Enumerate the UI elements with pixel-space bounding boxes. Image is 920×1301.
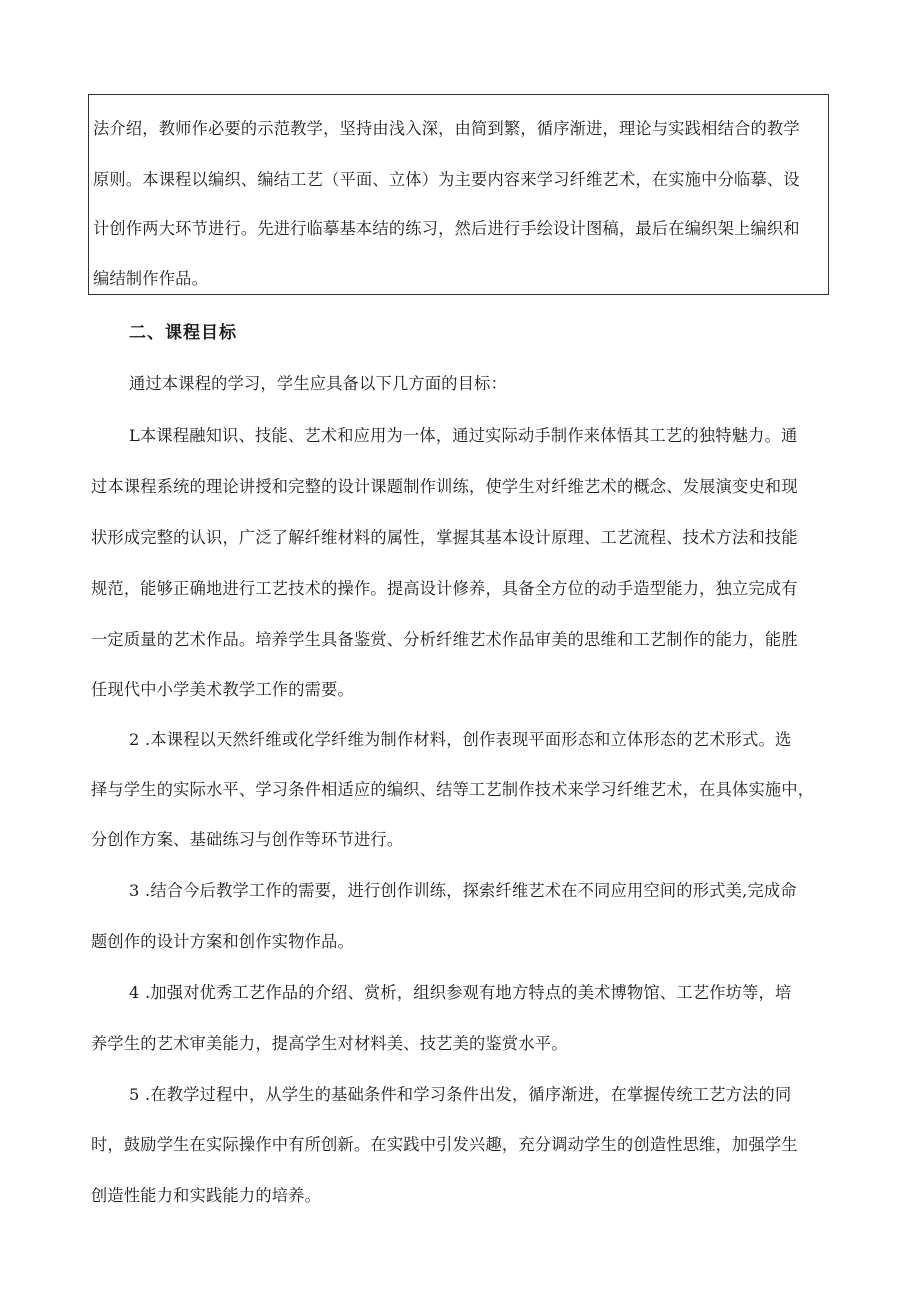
box-text-line: 计创作两大环节进行。先进行临摹基本结的练习，然后进行手绘设计图稿，最后在编织架上编织和 — [93, 219, 800, 238]
body-text-line: 一定质量的艺术作品。培养学生具备鉴赏、分析纤维艺术作品审美的思维和工艺制作的能力，能胜 — [91, 630, 798, 649]
body-text-line: 5 .在教学过程中，从学生的基础条件和学习条件出发，循序渐进，在掌握传统工艺方法的同 — [129, 1085, 792, 1104]
body-text-line: 时，鼓励学生在实际操作中有所创新。在实践中引发兴趣，充分调动学生的创造性思维，加强学生 — [91, 1135, 798, 1154]
box-text-line: 法介绍，教师作必要的示范教学，坚持由浅入深，由简到繁，循序渐进，理论与实践相结合的教学 — [93, 119, 800, 138]
body-text-line: 创造性能力和实践能力的培养。 — [91, 1186, 322, 1205]
body-text-line: 状形成完整的认识，广泛了解纤维材料的属性，掌握其基本设计原理、工艺流程、技术方法和技能 — [91, 528, 798, 547]
body-text-line: 任现代中小学美术教学工作的需要。 — [91, 680, 354, 699]
body-text-line: 2 .本课程以天然纤维或化学纤维为制作材料，创作表现平面形态和立体形态的艺术形式。选 — [129, 730, 792, 749]
body-text-line: 4 .加强对优秀工艺作品的介绍、赏析，组织参观有地方特点的美术博物馆、工艺作坊等，培 — [129, 983, 792, 1002]
box-text-line: 原则。本课程以编织、编结工艺（平面、立体）为主要内容来学习纤维艺术，在实施中分临摹、设 — [93, 170, 800, 189]
body-text-line: 养学生的艺术审美能力，提高学生对材料美、技艺美的鉴赏水平。 — [91, 1034, 568, 1053]
bordered-paragraph-box — [88, 94, 829, 295]
body-text-line: 3 .结合今后教学工作的需要，进行创作训练，探索纤维艺术在不同应用空间的形式美,完成命 — [129, 881, 797, 900]
body-text-line: 过本课程系统的理论讲授和完整的设计课题制作训练，使学生对纤维艺术的概念、发展演变史和现 — [91, 477, 798, 496]
body-text-line: 择与学生的实际水平、学习条件相适应的编织、结等工艺制作技术来学习纤维艺术，在具体实施中， — [91, 780, 815, 799]
body-text-line: L本课程融知识、技能、艺术和应用为一体，通过实际动手制作来体悟其工艺的独特魅力。通 — [129, 426, 798, 445]
section-heading: 二、课程目标 — [129, 323, 237, 343]
body-text-line: 规范，能够正确地进行工艺技术的操作。提高设计修养，具备全方位的动手造型能力，独立完成有 — [91, 579, 798, 598]
section-intro: 通过本课程的学习，学生应具备以下几方面的目标： — [129, 374, 508, 393]
box-text-line: 编结制作作品。 — [93, 269, 209, 288]
body-text-line: 分创作方案、基础练习与创作等环节进行。 — [91, 830, 404, 849]
body-text-line: 题创作的设计方案和创作实物作品。 — [91, 932, 354, 951]
